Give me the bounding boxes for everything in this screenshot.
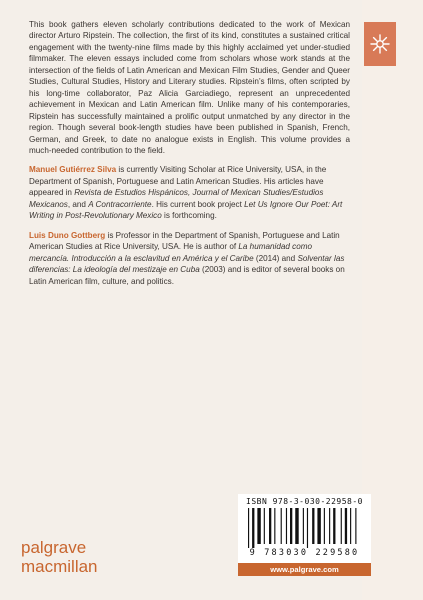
bio2-text-3: (2003) and is editor of several books on Latin American film, culture, and politics.	[29, 265, 345, 286]
barcode-bar	[252, 508, 254, 548]
barcode-panel	[238, 494, 371, 563]
barcode-bar	[248, 508, 249, 548]
barcode-bar	[264, 508, 265, 544]
bio1-text-2: , and	[67, 199, 89, 209]
publisher-line-2: macmillan	[21, 557, 98, 576]
starburst-icon	[369, 33, 391, 55]
isbn-label: ISBN 978-3-030-22958-0	[246, 497, 363, 506]
bio2-text-1: is Professor in the Department of Spanish, Portuguese and Latin American Studies at Rice University, USA. He is author of	[29, 230, 340, 252]
description-paragraph: This book gathers eleven scholarly contributions dedicated to the work of Mexican director Arturo Ripstein. The collection, the first of its kind, constitutes a sustained critical engagement with the twenty-nine films made by this highly acclaimed yet under-studied filmmaker. The eleven essays included come from scholars whose work stands at the intersection of the fields of Latin American and Mexican Film Studies, Gender and Queer Studies, Cultural Studies, History and Literary studies. Ripstein’s films, often scripted by his long-time collaborator, Paz Alicia Garciadiego, represent an unprecedented achievement in Mexican and Latin American film. Unlike many of his contemporaries, Ripstein has successfully maintained a prolific output unmatched by any director in the region. Though several book-length studies have been published in Spanish, French, German, and Greek, to date no analogue exists in English. This volume provides a much-needed contribution to the field.	[29, 20, 350, 155]
barcode-bar	[269, 508, 271, 544]
side-strip	[362, 0, 423, 600]
barcode-bar	[307, 508, 308, 548]
barcode-bar	[290, 508, 292, 544]
bio1-text-3: . His current book project	[151, 199, 245, 209]
barcode-bar	[317, 508, 320, 544]
publisher-line-1: palgrave	[21, 538, 87, 557]
author-bio-2	[29, 230, 350, 287]
barcode-bar	[324, 508, 325, 544]
bio1-italic-3: Let Us Ignore Our Poet: Art Writing in Post-Revolutionary Mexico	[29, 199, 343, 221]
bio1-text-4: is forthcoming.	[161, 211, 217, 221]
barcode-bar	[333, 508, 335, 544]
bio2-italic-1: La humanidad como mercancía. Introducción a la esclavitud en América y el Caribe	[29, 242, 312, 263]
barcode-bar	[281, 508, 282, 544]
bio1-text-1: is currently Visiting Scholar at Rice University, USA, in the Department of Spanish, Portuguese and Latin American Studies. His articles have appeared in	[29, 165, 327, 198]
website-link[interactable]	[238, 563, 371, 576]
bio1-italic-2: A Contracorriente	[88, 199, 152, 209]
palgrave-emblem	[364, 22, 396, 66]
barcode-bar	[350, 508, 351, 544]
barcode-bar	[345, 508, 347, 544]
bio2-text-2: (2014) and	[253, 253, 298, 263]
bio1-italic-1: Revista de Estudios Hispánicos, Journal of Mexican Studies/Estudios Mexicanos	[29, 188, 324, 209]
blurb-column	[29, 19, 350, 295]
author-name-1: Manuel Gutiérrez Silva	[29, 165, 117, 175]
barcode-bar	[341, 508, 342, 544]
barcode-bar	[274, 508, 275, 544]
barcode-bar	[286, 508, 287, 544]
barcode-bar	[303, 508, 304, 544]
author-bio-1	[29, 164, 350, 221]
website-text: www.palgrave.com	[270, 565, 339, 574]
author-name-2: Luis Duno Gottberg	[29, 230, 106, 240]
barcode-icon	[248, 508, 361, 548]
barcode-digits: 9 783030 229580	[249, 548, 360, 558]
barcode-bar	[329, 508, 330, 544]
barcode-bar	[312, 508, 314, 544]
publisher-logo	[21, 538, 98, 576]
barcode-bar	[257, 508, 260, 544]
barcode-bar	[295, 508, 298, 544]
barcode-bar	[355, 508, 356, 544]
bio2-italic-2: Solventar las diferencias: La ideología del mestizaje en Cuba	[29, 253, 345, 275]
